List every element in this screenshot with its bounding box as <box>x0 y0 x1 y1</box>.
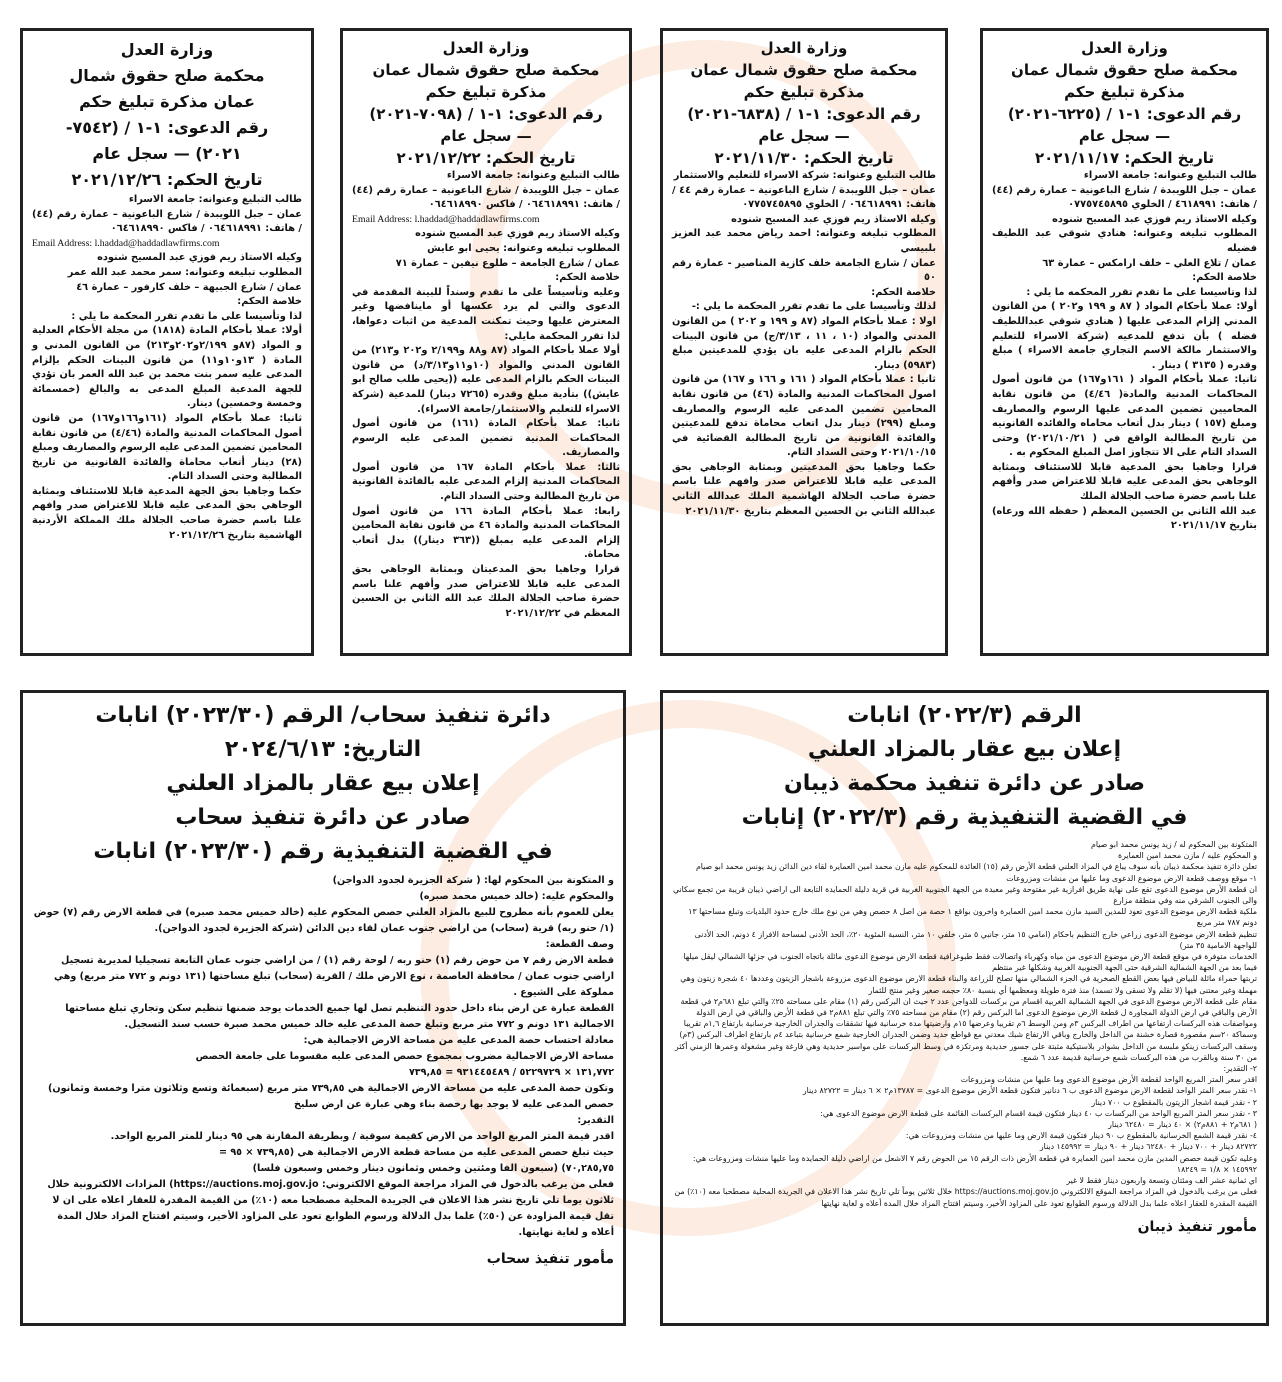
notice-paragraph: قرارا وجاهيا بحق المدعيتان وبمثابة الوجاهي بحق المدعى عليه قابلا للاعتراض صدر وأفهم علنا باسم حضرة صاحب الجلالة الملك عبد الله الثاني بن الحسين المعظم في ٢٠٢١/١٢/٢٢ <box>352 564 620 619</box>
notice-paragraph: وعليه وتأسيساً على ما تقدم وسنداً للبينة المقدمة في الدعوى والتي لم يرد عكسها أو ماينافضها وغير المعترض عليها وحيث تمكنت المدعية من اثبات دعواها، لذا تقرر المحكمة مايلي: <box>352 286 620 342</box>
auction-paragraph: ١٣١,٧٧٢ × ٥٢٢٩٧٢٩ / ٩٣١٤٤٥٤٨٩ = ٧٣٩,٨٥ <box>408 1067 614 1078</box>
notice-paragraph: عمان – جبل اللويبدة / شارع الباعونية – عمارة رقم (٤٤) / هاتف: ٤٦١٨٩٩١ / الخلوي ٠٧٧٥٧٤٥٨٩٥ <box>992 184 1257 211</box>
signature: مأمور تنفيذ سحاب <box>486 1251 614 1267</box>
notice-heading: وزارة العدل <box>1081 39 1168 57</box>
notice-paragraph: المطلوب تبليغه وعنوانه: سمر محمد عبد الله عمر <box>67 266 302 278</box>
notice-paragraph: عبد الله الثاني بن الحسين المعظم ( حفظه الله ورعاه) بتاريخ ٢٠٢١/١١/١٧ <box>992 505 1257 532</box>
notice-paragraph: المطلوب تبليغه وعنوانه: يحيى ابو عايش <box>427 242 620 254</box>
notice-paragraph: طالب التبليغ وعنوانه: جامعة الاسراء <box>128 194 302 205</box>
notice-paragraph: أولا: عملا بأحكام المادة (١٨١٨) من مجلة الأحكام العدلية و المواد (٨٧و ٢/١٩٩و٢٠٢و٢١٣) من القانون المدني و المادة ( ١٣و١٠و١١) من قانون البينات الحكم بإلزام المدعى عليه سمر بنت محمد بن عبد الله العمر بان تؤدي للجهة المدعية المبلغ المدعى به والبالغ (خمسمائة وخمسة وخمسين) دينار. <box>32 325 302 410</box>
notice-heading: مذكرة تبليغ حكم <box>1064 83 1185 101</box>
auction-paragraph: التقدير: <box>577 1115 614 1126</box>
auction-paragraph: ٣ - نقدر سعر المتر المربع الواحد من البركسات ب ٤٠ دينار فتكون قيمة اقسام البركسات القائمة على قطعة الارض موضوع الدعوى هي: <box>820 1108 1257 1118</box>
notice-paragraph: خلاصة الحكم: <box>555 272 620 284</box>
notice-paragraph: ثانيا: عملا بأحكام المواد ( ١٦١و١٦٧) من قانون أصول المحاكمات المدنية والمادة( ٤/٤٦) من قانون نقابة المحاميين تضمين المدعى عليها الرسوم والمصاريف ومبلغ (١٥٧ ) دينار بدل أتعاب محاماه والفائده القانونيه من تاريخ المطالبة الواقع في ( ٢٠٢١/١٠/٢١) وحتى السداد التام على الا تتجاوز اصل المبلغ المحكوم به . <box>992 374 1257 459</box>
notice-heading: تاريخ الحكم: ٢٠٢١/١١/٣٠ <box>714 149 894 167</box>
auction-paragraph: تعلن دائرة تنفيذ محكمة ذيبان بأنه سوف يباع في المزاد العلني قطعة الأرض رقم (١٥) العائدة للمحكوم عليه مازن محمد امين العمايرة لقاء دين الدائن زيد يونس محمد ابو صيام <box>695 862 1257 872</box>
notice-paragraph: ثانيا : عملا بأحكام المواد ( ١٦١ و ١٦٦ و ١٦٧) من قانون اصول المحاكمات المدنية والمادة (٤٦) من قانون نقابة المحامين تضمين المدعى عليه الرسوم والمصاريف ومبلغ (٢٩٩) دينار بدل اتعاب محاماة تدفع للمدعيتين والفائدة القانونية من تاريخ المطالبة القضائية في ٢٠٢١/١٠/١٥ وحتى السداد التام. <box>672 374 936 459</box>
notice-paragraph: طالب التبليغ وعنوانه: جامعة الاسراء <box>1083 170 1257 181</box>
notice-heading: تاريخ الحكم: ٢٠٢١/١٢/٢٢ <box>396 149 576 167</box>
auction-heading: في القضية التنفيذية رقم (٢٠٢٣/٣٠) انابات <box>93 839 553 864</box>
auction-paragraph: ( ٦٨١م٢ + ٨٨١م٢) × ٤٠ دينار = ٦٢٤٨٠ دينار <box>1108 1120 1257 1130</box>
auction-heading: الرقم (٢٠٢٢/٣) انابات <box>847 703 1082 728</box>
notice-paragraph: خلاصة الحكم: <box>237 296 302 308</box>
auction-paragraph: ٤- نقدر قيمة الشمع الخرسانية بالمقطوع ب ٩٠ دينار فتكون قيمة الارض وما عليها من منشات ومزروعات هي: <box>905 1131 1257 1141</box>
notice-paragraph: رابعا: عملا بأحكام المادة ١٦٦ من قانون أصول المحاكمات المدنية والمادة ٤٦ من قانون نقابة المحامين إلزام المدعى عليه بمبلغ ((٣٦٣ دينار)) بدل أتعاب محاماة. <box>352 505 621 561</box>
notice-paragraph: قرارا وجاهيا بحق المدعية قابلا للاستئناف وبمثابة الوجاهي بحق المدعى عليه قابلا للاعتراض صدر وأفهم علنا باسم حضرة صاحب الجلالة الملك <box>992 461 1257 503</box>
auction-paragraph: فعلى من يرغب بالدخول في المزاد مراجعة الموقع الالكتروني https://auctions.moj.gov.jo خلال ثلاثين يوماً تلي تاريخ نشر هذا الاعلان في الجريدة المحلية مصطحبا معه (١٠٪) من القيمة المقدرة للعقار اعلاه علما بدل الدلالة ورسوم الطوابع تعود على المزاود الأخير، وسيتم افتتاح المزاد خلال المدة أعلاه و لغاية نهايتها <box>674 1187 1257 1208</box>
auction-paragraph: حيث تبلغ حصص المدعى عليه من مساحة قطعة الارض الاجمالية هي (٧٣٩,٨٥ × ٩٥ = <box>218 1147 614 1158</box>
notice-paragraph: لذا وتاسيسا على ما تقدم تقرر المحكمه ما يلي : <box>1026 286 1257 298</box>
notice-paragraph: المطلوب تبليغه وعنوانه: احمد رياض محمد عبد العزيز بلبيسي <box>672 228 936 254</box>
auction-paragraph: ٢ - نقدر قيمة اشجار الزيتون بالمقطوع ب ٧٠٠ دينار <box>1091 1097 1257 1107</box>
auction-heading: صادر عن دائرة تنفيذ سحاب <box>175 805 471 830</box>
notice-heading: — سجل عام <box>440 127 532 145</box>
notice-paragraph: خلاصة الحكم: <box>1192 272 1257 284</box>
auction-heading: إعلان بيع عقار بالمزاد العلني <box>807 737 1122 762</box>
notice-paragraph: عمان / شارع الجامعة – طلوع نيفين – عمارة ٧١ <box>395 257 620 269</box>
notice-paragraph: أولا: عملا بأحكام المواد ( ٨٧ و ١٩٩ و٢٠٢ ) من القانون المدني إلزام المدعى عليها ( هنادي شوقي عبداللطيف فضله ) بأن تدفع للمدعيه (شركة الاسراء للتعليم والاستثمار مالكة الاسم التجاري جامعة الاسراء ) مبلغ وقدره ( ٣١٣٥ ) دينار . <box>992 301 1257 371</box>
notice-heading: تاريخ الحكم: ٢٠٢١/١١/١٧ <box>1034 149 1215 167</box>
notice-heading: — سجل عام <box>758 127 850 145</box>
auction-paragraph: ٨٢٧٢٢ دينار + ٧٠٠ دينار + ٦٢٤٨٠ دينار + ٩٠ دينار = ١٤٥٩٩٢ دينار <box>1039 1142 1257 1152</box>
notice-paragraph: ثالثا: عملا بأحكام المادة ١٦٧ من قانون أصول المحاكمات المدنية إلزام المدعى عليه بالفائدة القانونية من تاريخ المطالبة وحتى السداد التام. <box>352 461 621 503</box>
notice-paragraph: المطلوب تبليغه وعنوانه: هنادي شوقي عبد اللطيف فضيله <box>992 228 1257 254</box>
notice-heading: رقم الدعوى: ١-١ / (٧٠٩٨-٢٠٢١) <box>369 105 603 123</box>
notice-6225-2021 <box>980 28 1269 656</box>
auction-paragraph: ٧٠,٢٨٥,٧٥) (سبعون الفا ومئتين وخمس وثمانون دينار وخمس وسبعون فلسا) <box>252 1163 614 1174</box>
notice-paragraph: لذا وتأسيسا على ما تقدم تقرر المحكمة ما يلي : <box>71 310 302 322</box>
auction-paragraph: وعليه تكون قيمة حصص المدين مازن محمد امين العمايرة في قطعة الأرض ذات الرقم ١٥ من الحوض رقم ٧ الاشعل من اراضي دليلة الحمايدة وما عليها منشات ومزروعات هي: ١٤٥٩٩٢ × ١/٨ = ١٨٢٤٩ <box>692 1153 1257 1174</box>
notice-heading: محكمة صلح حقوق شمال <box>69 66 265 85</box>
notice-heading: ٢٠٢١) — سجل عام <box>92 144 242 163</box>
notice-heading: عمان مذكرة تبليغ حكم <box>79 92 255 111</box>
notice-heading: محكمة صلح حقوق شمال عمان <box>372 61 600 79</box>
notice-heading: رقم الدعوى: ١-١ / (٧٥٤٢- <box>65 118 269 137</box>
notice-paragraph: Email Address: l.haddad@haddadlawfirms.com <box>32 237 220 249</box>
auction-paragraph: اقدر سعر المتر المربع الواحد لقطعة الأرض موضوع الدعوى وما عليها من منشات ومزروعات <box>960 1075 1257 1085</box>
auction-heading: التاريخ: ٢٠٢٤/٦/١٣ <box>224 737 422 762</box>
auction-paragraph: و المحكوم عليه / مازن محمد امين العمايرة <box>1118 851 1257 861</box>
notice-paragraph: Email Address: l.haddad@haddadlawfirms.com <box>352 213 540 225</box>
auction-heading: في القضية التنفيذية رقم (٢٠٢٢/٣) إنابات <box>741 805 1188 830</box>
notice-paragraph: ثانيا: عملا بأحكام المادة (١٦١) من قانون أصول المحاكمات المدنية تضمين المدعى عليه الرسوم والمصاريف. <box>352 418 620 459</box>
signature: مأمور تنفيذ ذيبان <box>1137 1218 1257 1235</box>
notice-paragraph: عمان / تلاع العلي – خلف ارامكس – عمارة ٦٣ <box>1042 257 1257 269</box>
notice-paragraph: طالب التبليغ وعنوانه: شركة الاسراء للتعليم والاستثمار <box>673 170 936 181</box>
notice-7098-2021 <box>340 28 632 656</box>
notice-6838-2021 <box>660 28 948 656</box>
notice-paragraph: لذلك وتأسيسا على ما تقدم تقرر المحكمة ما يلي :- <box>691 301 936 313</box>
auction-paragraph: و المتكونة بين المحكوم لها: ( شركة الجزيرة لجدود الدواجن) <box>332 875 614 886</box>
notice-heading: وزارة العدل <box>120 40 214 59</box>
auction-paragraph: الخدمات متوفرة في موقع قطعة الارض موضوع الدعوى من مياه وكهرباء واتصالات فقط طبوغرافية قطعة الارض موضوع الدعوى مائلة باتجاه الجنوب في جزئها الشمالي ليقل ميلها فيما بعد من الجهة الشمالية الشرقية حتى الجهة الجنوبية الغربية وشكلها غير منتظم <box>683 952 1257 973</box>
auction-paragraph: فعلى من يرغب بالدخول في المزاد مراجعة الموقع الالكتروني: https://auctions.moj.gov.jo) المزادات الالكترونية خلال ثلاثون يوما تلي تاريخ نشر هذا الاعلان في الجريدة المحلية مصطحبا معه (١٠٪) من القيمة المقدرة للعقار اعلاه على ان لا تقل قيمة المزاودة عن (٥٠٪) علما بدل الدلالة ورسوم الطوابع تعود على المزاود الأخير، وسيتم افتتاح المزاد خلال المدة أعلاه و لغاية نهايتها. <box>47 1179 614 1238</box>
notice-paragraph: عمان / شارع الجبيهة – خلف كارفور – عمارة ٤٦ <box>76 281 302 293</box>
auction-heading: دائرة تنفيذ سحاب/ الرقم (٢٠٢٣/٣٠) انابات <box>95 703 551 728</box>
auction-paragraph: معادلة احتساب حصة المدعى عليه من مساحة الارض الاجمالية هي: <box>303 1035 614 1046</box>
notice-paragraph: خلاصة الحكم: <box>871 286 936 298</box>
auction-paragraph: تنظيم قطعة الارض موضوع الدعوى زراعي خارج التنظيم باحكام (امامي ١٥ متر، جانبي ٥ متر، خلفي ١٠ متر، النسبة المئوية ٢٠٪، الحد الأدنى لمساحة الافراز ٤ دونم، الحد الأدنى للواجهة الامامية ٣٥ متر) <box>694 929 1257 950</box>
notice-paragraph: ثانيا: عملا بأحكام المواد (١٦١و١٦٦و١٦٧) من قانون أصول المحاكمات المدنية والمادة (٤/٤٦) من قانون نقابة المحامين تضمين المدعى عليه الرسوم والمصاريف ومبلغ (٢٨) دينار أتعاب محاماة والفائدة القانونية من تاريخ المطالبة وحتى السداد التام. <box>32 412 302 483</box>
notice-paragraph: عمان – جبل اللويبدة / شارع الباعونية – عمارة رقم ٤٤ / هاتف: ٠٦٤٦١٨٩٩١ / الخلوي ٠٧٧٥٧٤٥٨٩٥ <box>672 184 936 211</box>
notice-paragraph: وكيله الاستاذ ريم فوزي عبد المسيح شنوده <box>731 213 936 225</box>
notice-heading: محكمة صلح حقوق شمال عمان <box>1011 61 1238 79</box>
notice-heading: — سجل عام <box>1078 127 1171 145</box>
auction-paragraph: ١- موقع ووصف قطعة الارض موضوع الدعوى وما عليها من منشات ومزروعات <box>1006 873 1257 883</box>
auction-paragraph: مقام على قطعة الارض موضوع الدعوى في الجهة الشمالية الغربية اقسام من بركسات للدواجن عدد ٢ حيث ان البركس رقم (١) مقام على مساحته ٢٥٪ والتي تبلغ ٦٨١م٢ في قطعة الأرض والباقي في ارض الدولة المجاورة ل قطعة الارض موضوع الدعوى اما البركس رقم (٢) مقام من مساحته ٧٥٪ والتي تبلغ ٨٨١م٢ في قطعة الأرض والباقي في ارض الدولة ومواصفات هذه البركسات ارتفاعها من اطراف البركس ٣م ومن الوسط ٦م تقريبا وعرضها ١٥م وارضيتها مدة خرسانية فيها تشققات والجدران الخارجية خرسانية بارتفاع ١,٦م تقريبا وسماكة ٢٠سم مقصورة قصارة خشنة من الداخل والخارج وباقي الارتفاع شبك معدني مع قواطع حديد وضمن الجدران الخارجية شمع خرسانية بتباعد ٤م بارتفاع اطراف البركس (٣م) وسقف البركسات زينكو ملبسة من الداخل بشوادر بلاستيكية مثبتة على جسور حديدية ومرتكزة في وسط البركسات على مواسير حديدية وهي فارغة وغير مشغولة وعمرها الزمني أكثر من ٣٠ سنة وبالقرب من هذه البركسات شمع خرسانية قديمة عدد ٦ شمع. <box>674 996 1257 1062</box>
auction-paragraph: والمحكوم عليه: (خالد خميس محمد صبره) <box>419 891 614 902</box>
auction-heading: صادر عن دائرة تنفيذ محكمة ذيبان <box>783 771 1146 796</box>
notice-heading: وزارة العدل <box>760 39 848 57</box>
notice-paragraph: عمان – جبل اللويبدة / شارع الباعونية – عمارة رقم (٤٤) / هاتف: ٠٦٤٦١٨٩٩١ / فاكس ٠٦٤٦١٨٩٩٠ <box>352 184 620 211</box>
notice-heading: تاريخ الحكم: ٢٠٢١/١٢/٢٦ <box>71 170 263 189</box>
notice-paragraph: حكما وجاهيا بحق المدعيتين وبمثابة الوجاهي بحق المدعى عليه قابلا للاعتراض صدر وافهم علنا باسم حضرة صاحب الجلالة الهاشمية الملك عبدالله الثاني عبدالله الثاني بن الحسين المعظم بتاريخ ٢٠٢١/١١/٣٠ <box>672 461 936 517</box>
notice-heading: وزارة العدل <box>442 39 530 57</box>
notice-heading: رقم الدعوى: ١-١ / (٦٨٣٨-٢٠٢١) <box>687 105 921 123</box>
notice-paragraph: حكما وجاهيا بحق الجهة المدعية قابلا للاستئناف وبمثابة الوجاهي بحق المدعى عليه قابلا للاعتراض صدر وافهم علنا باسم حضرة صاحب الجلالة ملك المملكة الأردنية الهاشمية بتاريخ ٢٠٢١/١٢/٢٦ <box>32 485 302 541</box>
notice-paragraph: وكيله الاستاذ ريم فوزي عبد المسيح شنوده <box>415 228 620 240</box>
notice-heading: رقم الدعوى: ١-١ / (٦٢٢٥-٢٠٢١) <box>1007 105 1242 123</box>
auction-paragraph: ملكية قطعة الارض موضوع الدعوى تعود للمدين السيد مازن محمد امين العمايرة واخرون بواقع ١ حصة من اصل ٨ حصص وهي من نوع ملك خارج حدود البلديات وتبلغ مساحتها ١٣ دونم ٧٨٧ متر مربع <box>688 907 1257 928</box>
auction-paragraph: يعلن للعموم بأنه مطروح للبيع بالمزاد العلني حصص المحكوم عليه (خالد خميس محمد صبره) في قطعة الارض رقم (٧) حوض (١/ حنو ربه) قرية (سحاب) من اراضي جنوب عمان لقاء دين الدائن (شركة الجزيرة لجدود الدواجن). <box>33 907 614 934</box>
notice-paragraph: وكيله الاستاذ ريم فوزي عبد المسيح شنوده <box>1052 213 1257 225</box>
auction-paragraph: مساحة الارض الاجمالية مضروب بمجموع حصص المدعى عليه مقسوما على جامعة الحصص <box>195 1051 614 1062</box>
notice-heading: محكمة صلح حقوق شمال عمان <box>690 61 918 79</box>
notice-paragraph: طالب التبليغ وعنوانه: جامعة الاسراء <box>446 170 620 181</box>
auction-paragraph: اي ثمانية عشر الف ومئتان وتسعة واربعون دينار فقط لا غير <box>1066 1176 1257 1186</box>
notice-paragraph: اولا : عملا بأحكام المواد (٨٧ و ١٩٩ و ٢٠٢ ) من القانون المدني والمواد (١٠ ، ١١ ، ٣/١٣/ج) من قانون البينات الحكم بالزام المدعى عليه بان يؤدي للمدعيتين مبلغ (٥٩٨٣) دينار. <box>672 315 936 371</box>
auction-notice-dhiban <box>660 690 1269 1326</box>
auction-paragraph: قطعة الارض رقم ٧ من حوض رقم (١) حنو ربه / لوحة رقم (١) / من اراضي جنوب عمان التابعة تسجيليا لمديرية تسجيل اراضي جنوب عمان / محافظة العاصمة ، نوع الارض ملك / القرية (سحاب) تبلغ مساحتها (١٣١ دونم و ٧٧٢ متر مربع) وهي مملوكة على الشيوع . <box>53 955 614 998</box>
notice-paragraph: عمان – جبل اللويبدة / شارع الباعونية – عمارة رقم (٤٤) / هاتف: ٠٦٤٦١٨٩٩١ / فاكس ٠٦٤٦١٨٩٩٠ <box>32 208 302 235</box>
auction-paragraph: ٢- التقدير: <box>1223 1064 1257 1074</box>
notice-paragraph: أولا عملا بأحكام المواد (٨٧ و٨٨ و٢/١٩٩ و٢٠٢ و٢١٣) من القانون المدني والمواد (١٠و١١و٣/١٣/د) من قانون البينات الحكم بالزام المدعى عليه ((يحيى طلب صالح ابو عايش)) بتأدية مبلغ وقدره (٧٢٦٥ دينار) للمدعية (شركة الاسراء للتعليم والاستثمار/جامعة الاسراء). <box>352 345 620 415</box>
auction-paragraph: المتكونة بين المحكوم له / زيد يونس محمد ابو صيام <box>1091 840 1257 849</box>
auction-paragraph: وصف القطعة: <box>545 939 614 950</box>
auction-paragraph: حصص المدعى عليه لا يوجد بها رخصة بناء وهي عبارة عن ارض سليخ <box>293 1099 614 1110</box>
notice-heading: مذكرة تبليغ حكم <box>743 83 865 101</box>
auction-heading: إعلان بيع عقار بالمزاد العلني <box>166 771 480 796</box>
auction-notice-sahab <box>20 690 626 1326</box>
auction-paragraph: وتكون حصة المدعى عليه من مساحة الارض الاجمالية هي ٧٣٩,٨٥ متر مربع (سبعمائة وتسع وثلاثون مترا وخمسة وثمانون) <box>48 1083 614 1094</box>
notice-paragraph: وكيله الاستاذ ريم فوزي عبد المسيح شنوده <box>97 252 302 264</box>
notice-heading: مذكرة تبليغ حكم <box>425 83 547 101</box>
auction-paragraph: تربتها حمراء مائلة للبياض فيها بعض القطع الصخرية في الجزء الشمالي منها تصلح للزراعة والبناء قطعة الارض موضوع الدعوى مزروعة باشجار الزيتون وعددها ٤٠ شجرة زيتون وهي مهملة وغير معتنى فيها (لا تقلم ولا تسقى ولا تسمد) منذ فترة طويلة ومعظمها أي بنسبة ٨٠٪ حجمه صغير وغير منتج للثمار <box>680 974 1257 995</box>
auction-paragraph: القطعة عبارة عن ارض بناء داخل حدود التنظيم تصل لها جميع الخدمات يوجد ضمنها تنظيم سكن وتجاري تبلغ مساحتها الاجمالية ١٣١ دونم و ٧٧٢ متر مربع وتبلغ حصة المدعى عليه خالد خميس محمد صبرة حسب سند التسجيل. <box>65 1003 614 1030</box>
auction-paragraph: ان قطعة الأرض موضوع الدعوى تقع على نهاية طريق افرازية غير مفتوحة وغير معبدة من الجهة الجنوبية الغربية في قرية دليلة الحمايدة التابعة الى اراضي ذيبان قريبة من تجمع سكاني والى الجنوب الشرقي منه وفي منطقة مزارع <box>672 884 1257 906</box>
notice-paragraph: عمان / شارع الجامعة خلف كازية المناصير - عمارة رقم ٥٠ <box>672 257 936 284</box>
auction-paragraph: اقدر قيمة المتر المربع الواحد من الارض كقيمة سوقية / وبطريقة المقارنة هي ٩٥ دينار للمتر المربع الواحد. <box>110 1131 614 1142</box>
auction-paragraph: ١- نقدر سعر المتر الواحد لقطعة الارض موضوع الدعوى ب ٦ دنانير فتكون قطعة الأرض موضوع الدعوى = ١٣٧٨٧م٢ × ٦ دينار = ٨٢٧٢٢ دينار <box>802 1086 1257 1096</box>
notice-7542-2021 <box>20 28 314 656</box>
